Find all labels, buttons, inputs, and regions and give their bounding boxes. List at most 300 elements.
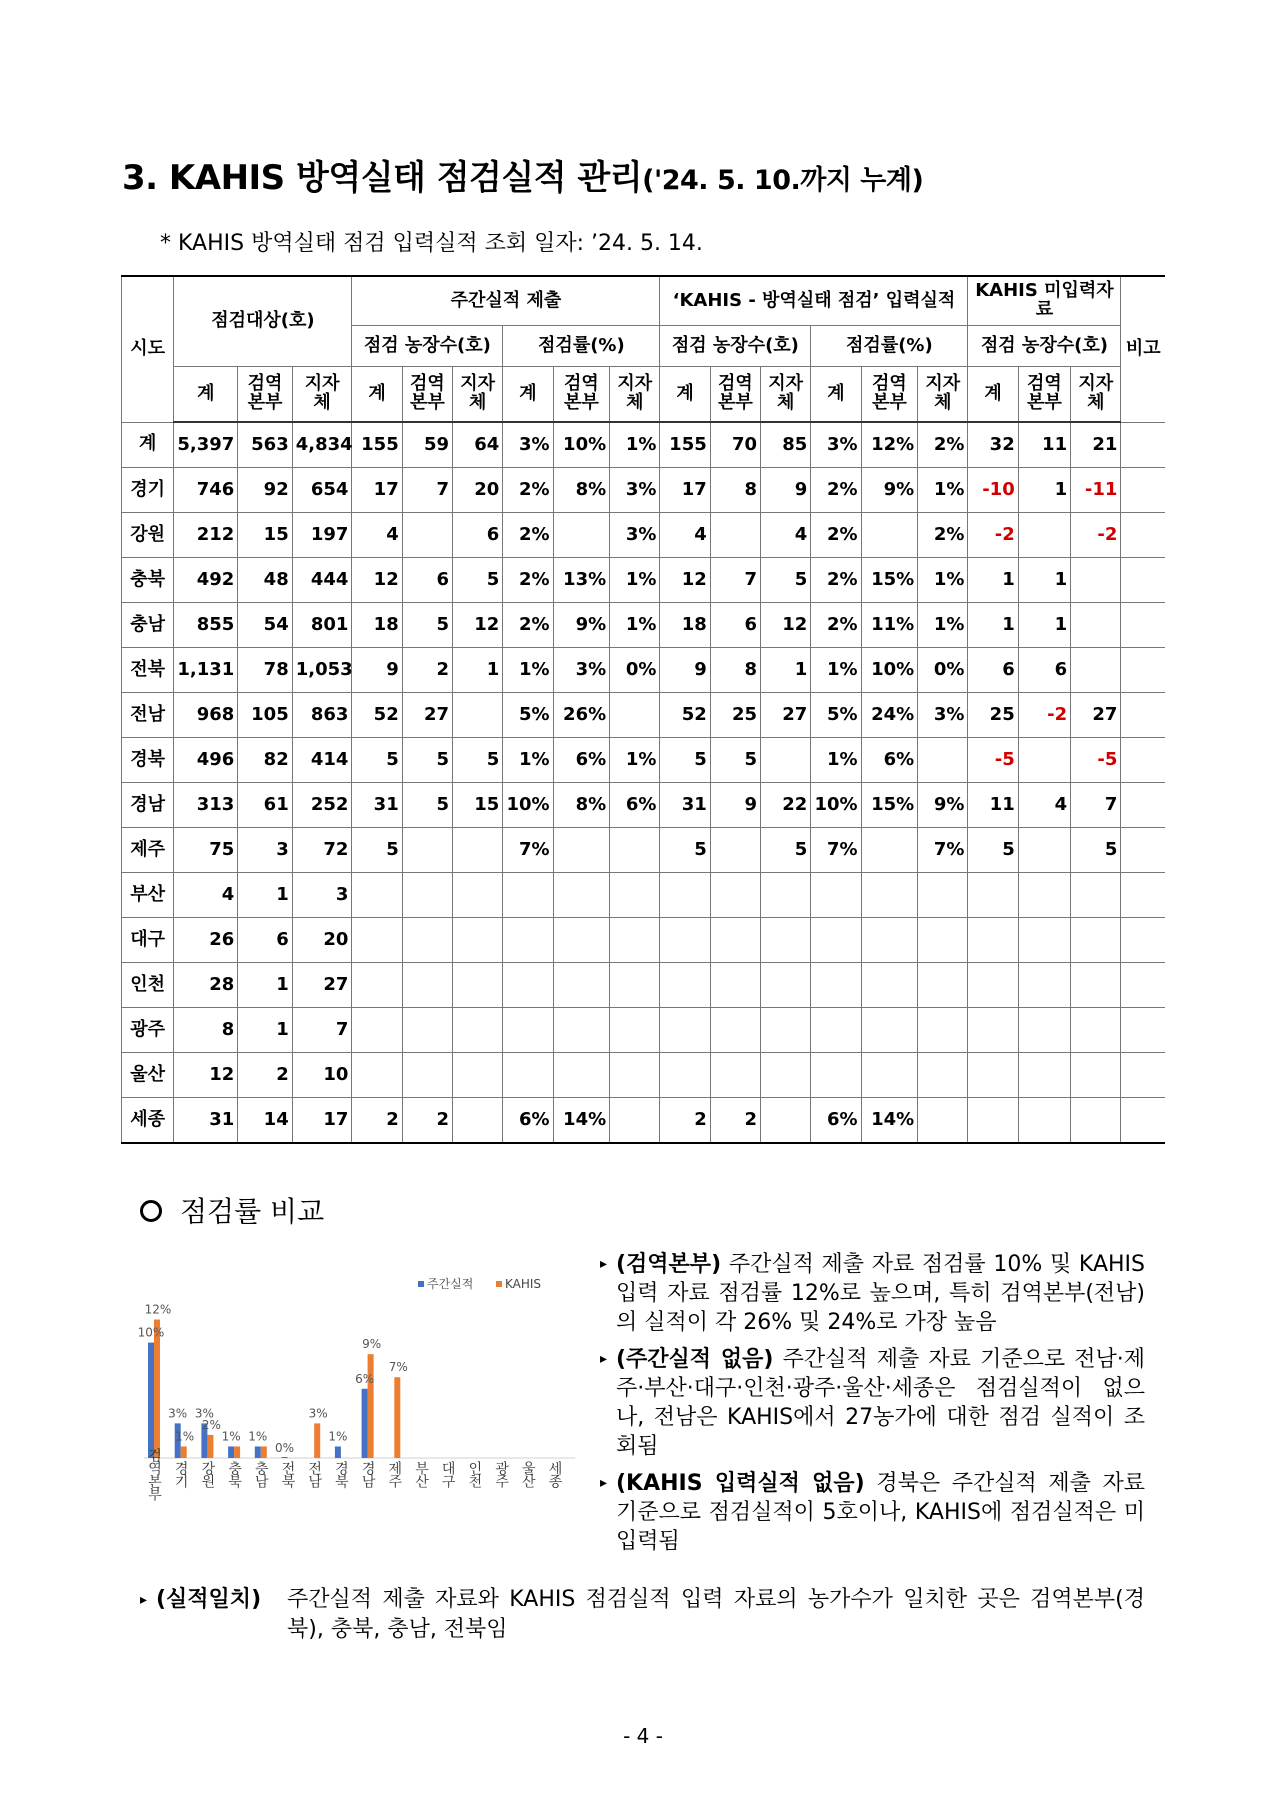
value-cell xyxy=(1018,513,1070,558)
value-cell: 1% xyxy=(918,603,968,648)
value-cell: -2 xyxy=(968,513,1018,558)
value-cell xyxy=(610,1008,660,1053)
value-cell: 414 xyxy=(292,738,352,783)
value-cell: 1% xyxy=(610,738,660,783)
query-date-note: * KAHIS 방역실태 점검 입력실적 조회 일자: ’24. 5. 14. xyxy=(160,231,703,256)
value-cell xyxy=(710,963,760,1008)
bar-kahis xyxy=(368,1354,374,1458)
value-cell: 2% xyxy=(811,558,861,603)
bar-kahis xyxy=(181,1446,187,1458)
value-cell: 15 xyxy=(238,513,292,558)
value-cell xyxy=(610,873,660,918)
category-label: 대구 xyxy=(439,1461,456,1487)
value-cell xyxy=(1071,558,1121,603)
table-row xyxy=(122,1008,1166,1053)
value-cell: 5 xyxy=(402,783,452,828)
value-cell: 26% xyxy=(553,693,610,738)
value-cell: 0% xyxy=(610,648,660,693)
data-label-weekly: 1% xyxy=(328,1429,348,1444)
value-cell: 1% xyxy=(918,558,968,603)
value-cell: 252 xyxy=(292,783,352,828)
note-cell xyxy=(1121,783,1165,828)
note-cell xyxy=(1121,873,1165,918)
bar-weekly xyxy=(335,1446,341,1458)
value-cell xyxy=(402,513,452,558)
value-cell xyxy=(710,918,760,963)
value-cell xyxy=(710,828,760,873)
value-cell: 3% xyxy=(918,693,968,738)
value-cell xyxy=(453,1053,503,1098)
title-period: ('24. 5. 10.까지 누계) xyxy=(642,165,924,196)
bar-kahis xyxy=(154,1320,160,1458)
sub-header-hq: 검역 본부 xyxy=(402,367,452,423)
value-cell: 6% xyxy=(610,783,660,828)
legend-label-weekly: 주간실적 xyxy=(427,1277,474,1291)
value-cell xyxy=(710,873,760,918)
value-cell: 20 xyxy=(453,468,503,513)
value-cell xyxy=(861,963,918,1008)
sub-header-local: 지자 체 xyxy=(918,367,968,423)
value-cell xyxy=(811,918,861,963)
sub-header-hq: 검역 본부 xyxy=(1018,367,1070,423)
value-cell: 12 xyxy=(761,603,811,648)
value-cell: 64 xyxy=(453,422,503,468)
value-cell: 28 xyxy=(174,963,238,1008)
value-cell: -5 xyxy=(1071,738,1121,783)
value-cell xyxy=(710,1053,760,1098)
triangle-bullet-icon: ▸ xyxy=(600,1351,608,1367)
value-cell: 17 xyxy=(352,468,402,513)
value-cell xyxy=(811,1053,861,1098)
data-label-weekly: 1% xyxy=(248,1429,268,1444)
value-cell xyxy=(610,1098,660,1144)
value-cell: 4 xyxy=(174,873,238,918)
region-cell: 세종 xyxy=(122,1098,174,1144)
region-cell: 광주 xyxy=(122,1008,174,1053)
value-cell: 1 xyxy=(1018,468,1070,513)
value-cell xyxy=(968,1053,1018,1098)
value-cell xyxy=(553,918,610,963)
value-cell: 0% xyxy=(918,648,968,693)
data-label-kahis: 12% xyxy=(144,1302,172,1317)
region-cell: 계 xyxy=(122,422,174,468)
value-cell: 9 xyxy=(660,648,710,693)
data-label-weekly: 3% xyxy=(194,1406,214,1421)
sub-header-total: 계 xyxy=(660,367,710,423)
header-missing-farms: 점검 농장수(호) xyxy=(968,326,1121,367)
note-cell xyxy=(1121,738,1165,783)
value-cell xyxy=(1018,738,1070,783)
region-cell: 전북 xyxy=(122,648,174,693)
table-row xyxy=(122,873,1166,918)
value-cell xyxy=(861,918,918,963)
value-cell xyxy=(610,963,660,1008)
chart-svg xyxy=(128,1266,588,1566)
value-cell xyxy=(610,1053,660,1098)
value-cell xyxy=(1071,1098,1121,1144)
rate-comparison-chart xyxy=(128,1266,588,1566)
section-title: 점검률 비교 xyxy=(180,1195,325,1228)
value-cell xyxy=(1071,648,1121,693)
value-cell xyxy=(352,918,402,963)
table-row xyxy=(122,738,1166,783)
value-cell: 12 xyxy=(660,558,710,603)
sub-header-hq: 검역 본부 xyxy=(238,367,292,423)
value-cell: 18 xyxy=(660,603,710,648)
value-cell xyxy=(453,918,503,963)
value-cell: 7 xyxy=(292,1008,352,1053)
value-cell: 6% xyxy=(861,738,918,783)
table-row xyxy=(122,558,1166,603)
value-cell: 5,397 xyxy=(174,422,238,468)
value-cell: 17 xyxy=(292,1098,352,1144)
table-row xyxy=(122,828,1166,873)
region-cell: 충남 xyxy=(122,603,174,648)
region-cell: 전남 xyxy=(122,693,174,738)
value-cell xyxy=(402,963,452,1008)
value-cell: 1 xyxy=(238,873,292,918)
bar-weekly xyxy=(255,1446,261,1458)
value-cell: -2 xyxy=(1018,693,1070,738)
value-cell xyxy=(1071,1008,1121,1053)
value-cell: 11 xyxy=(968,783,1018,828)
header-target: 점검대상(호) xyxy=(174,276,352,367)
value-cell: 3% xyxy=(610,513,660,558)
value-cell xyxy=(453,873,503,918)
value-cell xyxy=(553,873,610,918)
value-cell: 24% xyxy=(861,693,918,738)
value-cell: 22 xyxy=(761,783,811,828)
value-cell: 2 xyxy=(402,1098,452,1144)
value-cell: 5 xyxy=(352,738,402,783)
table-row xyxy=(122,963,1166,1008)
value-cell xyxy=(761,873,811,918)
value-cell xyxy=(761,963,811,1008)
value-cell xyxy=(553,963,610,1008)
value-cell: 52 xyxy=(352,693,402,738)
value-cell: 5 xyxy=(402,738,452,783)
value-cell: 26 xyxy=(174,918,238,963)
value-cell: 31 xyxy=(352,783,402,828)
value-cell xyxy=(660,963,710,1008)
note-cell xyxy=(1121,918,1165,963)
value-cell xyxy=(1018,963,1070,1008)
value-cell: 2% xyxy=(503,468,553,513)
value-cell: 11 xyxy=(1018,422,1070,468)
value-cell: 2% xyxy=(503,558,553,603)
table-row-total xyxy=(122,422,1166,468)
table-row xyxy=(122,918,1166,963)
value-cell: 496 xyxy=(174,738,238,783)
value-cell: 78 xyxy=(238,648,292,693)
subheader-row xyxy=(122,367,1166,423)
value-cell: 2% xyxy=(918,513,968,558)
value-cell xyxy=(352,963,402,1008)
value-cell xyxy=(761,1053,811,1098)
bullet-item xyxy=(600,1469,1145,1556)
value-cell: 5% xyxy=(811,693,861,738)
sub-header-total: 계 xyxy=(174,367,238,423)
value-cell xyxy=(503,873,553,918)
value-cell xyxy=(402,828,452,873)
value-cell: 2 xyxy=(352,1098,402,1144)
value-cell: 6 xyxy=(710,603,760,648)
value-cell: 9% xyxy=(918,783,968,828)
value-cell: 15% xyxy=(861,558,918,603)
value-cell: 6% xyxy=(811,1098,861,1144)
bullet-lead: (검역본부) xyxy=(616,1252,722,1277)
value-cell: 1 xyxy=(761,648,811,693)
summary-text: 주간실적 제출 자료와 KAHIS 점검실적 입력 자료의 농가수가 일치한 곳은 검역본부(경북), 충북, 충남, 전북임 xyxy=(287,1587,1145,1642)
value-cell: 12 xyxy=(453,603,503,648)
value-cell: 8 xyxy=(710,648,760,693)
value-cell: 5 xyxy=(761,828,811,873)
region-cell: 경북 xyxy=(122,738,174,783)
value-cell: 21 xyxy=(1071,422,1121,468)
region-cell: 대구 xyxy=(122,918,174,963)
sub-header-hq: 검역 본부 xyxy=(710,367,760,423)
triangle-bullet-icon: ▸ xyxy=(140,1592,148,1608)
value-cell: 92 xyxy=(238,468,292,513)
region-cell: 경기 xyxy=(122,468,174,513)
value-cell xyxy=(918,738,968,783)
header-weekly: 주간실적 제출 xyxy=(352,276,660,326)
bar-weekly xyxy=(228,1446,234,1458)
value-cell: 14% xyxy=(553,1098,610,1144)
page-number: - 4 - xyxy=(623,1724,663,1748)
category-label: 세종 xyxy=(546,1461,563,1487)
value-cell xyxy=(761,918,811,963)
region-cell: 제주 xyxy=(122,828,174,873)
value-cell: 27 xyxy=(292,963,352,1008)
bar-kahis xyxy=(314,1423,320,1458)
note-cell xyxy=(1121,422,1165,468)
value-cell: -2 xyxy=(1071,513,1121,558)
value-cell: 197 xyxy=(292,513,352,558)
value-cell: 1 xyxy=(453,648,503,693)
table-row xyxy=(122,783,1166,828)
value-cell xyxy=(553,1008,610,1053)
value-cell: 6% xyxy=(503,1098,553,1144)
header-weekly-rate: 점검률(%) xyxy=(503,326,660,367)
bullet-lead: (KAHIS 입력실적 없음) xyxy=(616,1471,865,1496)
note-cell xyxy=(1121,1053,1165,1098)
value-cell: 1% xyxy=(811,648,861,693)
value-cell xyxy=(861,1053,918,1098)
bar-kahis xyxy=(207,1435,213,1458)
value-cell: 863 xyxy=(292,693,352,738)
value-cell: 1,131 xyxy=(174,648,238,693)
legend-swatch-kahis xyxy=(496,1281,502,1287)
value-cell xyxy=(811,963,861,1008)
value-cell xyxy=(861,1008,918,1053)
value-cell xyxy=(918,918,968,963)
value-cell: 313 xyxy=(174,783,238,828)
value-cell: 3% xyxy=(503,422,553,468)
value-cell xyxy=(1071,963,1121,1008)
value-cell xyxy=(610,918,660,963)
value-cell: 3% xyxy=(811,422,861,468)
value-cell xyxy=(968,873,1018,918)
value-cell: 8 xyxy=(174,1008,238,1053)
value-cell: 3% xyxy=(553,648,610,693)
value-cell xyxy=(453,693,503,738)
inspection-table xyxy=(121,275,1165,1144)
value-cell: 5% xyxy=(503,693,553,738)
value-cell: 2% xyxy=(811,513,861,558)
value-cell: 1% xyxy=(610,422,660,468)
value-cell xyxy=(918,1098,968,1144)
value-cell: 1 xyxy=(238,1008,292,1053)
category-label: 경기 xyxy=(172,1461,189,1487)
value-cell: 70 xyxy=(710,422,760,468)
value-cell: 4 xyxy=(660,513,710,558)
value-cell: 5 xyxy=(352,828,402,873)
value-cell: 7 xyxy=(710,558,760,603)
value-cell: -5 xyxy=(968,738,1018,783)
value-cell: 2 xyxy=(238,1053,292,1098)
bar-weekly xyxy=(282,1457,288,1458)
value-cell: 1% xyxy=(610,558,660,603)
table-row xyxy=(122,648,1166,693)
region-cell: 강원 xyxy=(122,513,174,558)
value-cell xyxy=(968,1008,1018,1053)
value-cell xyxy=(453,828,503,873)
value-cell: 6% xyxy=(553,738,610,783)
value-cell: 6 xyxy=(1018,648,1070,693)
value-cell xyxy=(503,1008,553,1053)
bullet-text: 경북은 주간실적 제출 자료 기준으로 점검실적이 5호이나, KAHIS에 점검실적은 미입력됨 xyxy=(616,1471,1145,1554)
sub-header-local: 지자 체 xyxy=(292,367,352,423)
value-cell: 75 xyxy=(174,828,238,873)
value-cell xyxy=(453,963,503,1008)
note-cell xyxy=(1121,558,1165,603)
value-cell: 155 xyxy=(660,422,710,468)
value-cell: 48 xyxy=(238,558,292,603)
value-cell xyxy=(610,828,660,873)
summary-bullet xyxy=(140,1585,1145,1645)
bullet-list xyxy=(600,1250,1145,1564)
value-cell: 492 xyxy=(174,558,238,603)
value-cell: 3 xyxy=(238,828,292,873)
note-cell xyxy=(1121,513,1165,558)
region-cell: 충북 xyxy=(122,558,174,603)
value-cell: 5 xyxy=(710,738,760,783)
category-label: 강원 xyxy=(199,1461,216,1487)
value-cell: 8% xyxy=(553,783,610,828)
header-kahis-farms: 점검 농장수(호) xyxy=(660,326,811,367)
value-cell xyxy=(1071,873,1121,918)
value-cell xyxy=(1071,603,1121,648)
header-sido: 시도 xyxy=(122,276,174,422)
data-label-weekly: 10% xyxy=(137,1325,165,1340)
value-cell: 3 xyxy=(292,873,352,918)
value-cell xyxy=(1018,918,1070,963)
value-cell xyxy=(1018,1008,1070,1053)
value-cell xyxy=(553,828,610,873)
value-cell: 2% xyxy=(918,422,968,468)
value-cell xyxy=(1018,873,1070,918)
note-cell xyxy=(1121,603,1165,648)
value-cell: 4 xyxy=(1018,783,1070,828)
bar-weekly xyxy=(362,1389,368,1458)
value-cell xyxy=(402,1008,452,1053)
value-cell: 5 xyxy=(660,828,710,873)
bar-kahis xyxy=(261,1446,267,1458)
category-label: 전남 xyxy=(306,1461,323,1487)
value-cell: 9% xyxy=(553,603,610,648)
value-cell: 2 xyxy=(660,1098,710,1144)
value-cell xyxy=(1018,1053,1070,1098)
value-cell xyxy=(861,873,918,918)
value-cell xyxy=(1018,828,1070,873)
legend-swatch-weekly xyxy=(418,1281,424,1287)
region-cell: 인천 xyxy=(122,963,174,1008)
page-title xyxy=(122,150,923,199)
sub-header-local: 지자 체 xyxy=(610,367,660,423)
value-cell xyxy=(402,1053,452,1098)
value-cell: 14 xyxy=(238,1098,292,1144)
value-cell: 212 xyxy=(174,513,238,558)
value-cell: 4,834 xyxy=(292,422,352,468)
table-row xyxy=(122,603,1166,648)
value-cell: 54 xyxy=(238,603,292,648)
value-cell: 31 xyxy=(174,1098,238,1144)
value-cell: 563 xyxy=(238,422,292,468)
value-cell: 654 xyxy=(292,468,352,513)
data-label-weekly: 1% xyxy=(221,1429,241,1444)
value-cell: 27 xyxy=(402,693,452,738)
note-cell xyxy=(1121,693,1165,738)
value-cell: 12% xyxy=(861,422,918,468)
value-cell xyxy=(761,1008,811,1053)
value-cell xyxy=(352,873,402,918)
data-label-kahis: 3% xyxy=(308,1406,328,1421)
value-cell: 6 xyxy=(238,918,292,963)
value-cell: 31 xyxy=(660,783,710,828)
value-cell: -11 xyxy=(1071,468,1121,513)
value-cell xyxy=(761,738,811,783)
sub-header-local: 지자 체 xyxy=(453,367,503,423)
sub-header-local: 지자 체 xyxy=(1071,367,1121,423)
header-note: 비고 xyxy=(1121,276,1165,422)
value-cell: 8% xyxy=(553,468,610,513)
value-cell: 10% xyxy=(503,783,553,828)
value-cell: 7% xyxy=(503,828,553,873)
value-cell: 1% xyxy=(503,648,553,693)
value-cell xyxy=(402,873,452,918)
value-cell: 5 xyxy=(402,603,452,648)
value-cell: 52 xyxy=(660,693,710,738)
value-cell xyxy=(811,1008,861,1053)
value-cell: 746 xyxy=(174,468,238,513)
value-cell: 855 xyxy=(174,603,238,648)
value-cell: 155 xyxy=(352,422,402,468)
value-cell: 20 xyxy=(292,918,352,963)
section-heading xyxy=(140,1190,324,1230)
triangle-bullet-icon: ▸ xyxy=(600,1256,608,1272)
value-cell: 5 xyxy=(968,828,1018,873)
circle-bullet-icon xyxy=(140,1200,162,1222)
category-label: 경남 xyxy=(359,1461,376,1487)
value-cell xyxy=(861,828,918,873)
data-label-kahis: 1% xyxy=(175,1429,195,1444)
value-cell: 59 xyxy=(402,422,452,468)
data-label-kahis: 9% xyxy=(362,1337,382,1352)
value-cell: 27 xyxy=(761,693,811,738)
bullet-text: 주간실적 제출 자료 점검률 10% 및 KAHIS 입력 자료 점검률 12%로 높으며, 특히 검역본부(전남)의 실적이 각 26% 및 24%로 가장 높음 xyxy=(616,1252,1145,1335)
value-cell: 8 xyxy=(710,468,760,513)
